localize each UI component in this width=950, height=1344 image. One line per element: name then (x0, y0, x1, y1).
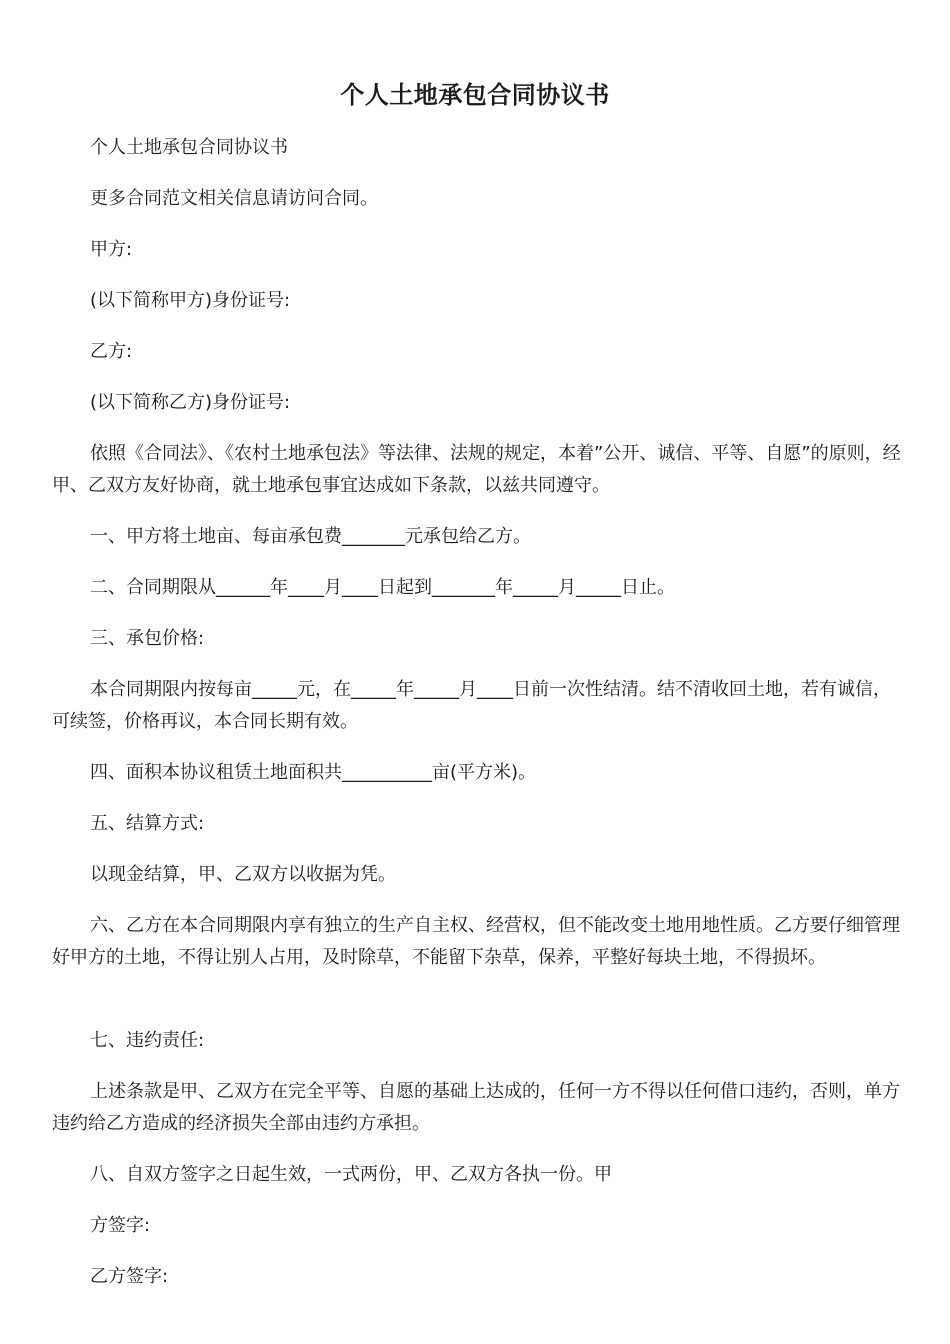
paragraph-clause-3-body: 本合同期限内按每亩_____元，在_____年_____月____日前一次性结清。结不清收回土地，若有诚信，可续签，价格再议，本合同长期有效。 (52, 679, 891, 732)
paragraph-more-info: 更多合同范文相关信息请访问合同。 (90, 188, 378, 209)
paragraph-clause-7-body: 上述条款是甲、乙双方在完全平等、自愿的基础上达成的，任何一方不得以任何借口违约，否则，单方违约给乙方造成的经济损失全部由违约方承担。 (52, 1081, 900, 1134)
paragraph-preamble: 依照《合同法》、《农村土地承包法》等法律、法规的规定，本着”公开、诚信、平等、自愿”的原则，经甲、乙双方友好协商，就土地承包事宜达成如下条款，以兹共同遵守。 (52, 443, 901, 496)
document-title: 个人土地承包合同协议书 (340, 81, 610, 109)
paragraph-clause-2: 二、合同期限从______年____月____日起到_______年_____月_____日止。 (90, 577, 675, 598)
paragraph-clause-6: 六、乙方在本合同期限内享有独立的生产自主权、经营权，但不能改变土地用地性质。乙方要仔细管理好甲方的土地，不得让别人占用，及时除草，不能留下杂草，保养，平整好每块土地，不得损坏。 (52, 915, 900, 968)
paragraph-party-b: 乙方: (90, 341, 133, 362)
paragraph-clause-1: 一、甲方将土地亩、每亩承包费_______元承包给乙方。 (90, 526, 531, 547)
paragraph-clause-5-heading: 五、结算方式: (90, 813, 205, 834)
paragraph-clause-4: 四、面积本协议租赁土地面积共__________亩(平方米)。 (90, 762, 537, 783)
paragraph-clause-7-heading: 七、违约责任: (90, 1030, 205, 1051)
paragraph-party-a-id: (以下简称甲方)身份证号: (90, 290, 291, 311)
paragraph-party-b-id: (以下简称乙方)身份证号: (90, 392, 291, 413)
paragraph-clause-3-heading: 三、承包价格: (90, 628, 205, 649)
paragraph-clause-8: 八、自双方签字之日起生效，一式两份，甲、乙双方各执一份。甲 (90, 1164, 612, 1185)
paragraph-clause-5-body: 以现金结算，甲、乙双方以收据为凭。 (90, 864, 396, 885)
paragraph-party-a-signature: 方签字: (90, 1215, 151, 1236)
paragraph-party-a: 甲方: (90, 239, 133, 260)
paragraph-party-b-signature: 乙方签字: (90, 1266, 169, 1287)
paragraph-heading-repeat: 个人土地承包合同协议书 (90, 137, 288, 158)
